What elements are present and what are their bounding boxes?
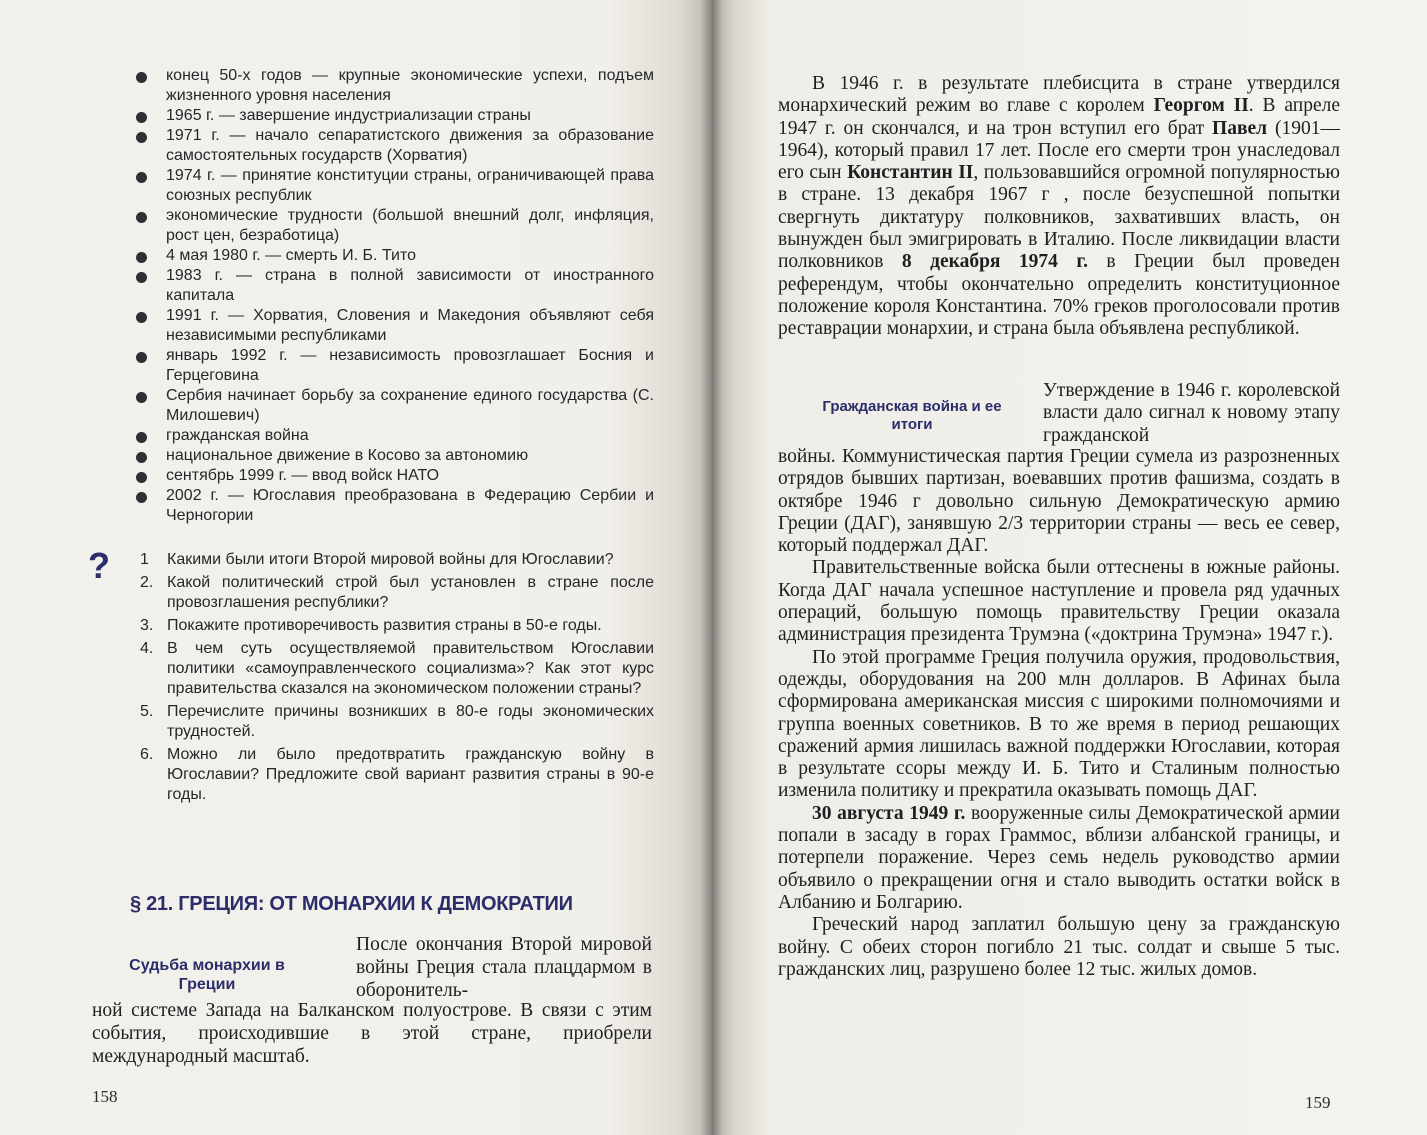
question-number: 6. — [140, 746, 154, 763]
question-number: 4. — [140, 640, 154, 657]
question-number: 1 — [140, 551, 149, 568]
page-number: 158 — [92, 1087, 118, 1106]
question-item — [134, 639, 654, 699]
book-gutter — [700, 0, 722, 1135]
bullet-dot-icon — [136, 492, 147, 503]
list-item: экономические трудности (большой внешний долг, инфляция, рост цен, безработица) — [134, 206, 654, 246]
list-item: сентябрь 1999 г. — ввод войск НАТО — [134, 466, 654, 486]
paragraph-monarchy: В 1946 г. в результате плебисцита в стране утвердился монархический режим во главе с королем Георгом II. В апреле 1947 г. он скончался, и на трон вступил его брат Павел (1901—1964), который правил 17 лет. После его смерти трон унаследовал его сын Константин II, пользовавшийся огромной популярностью в стране. 13 декабря 1967 г , после безуспешной попытки свергнуть диктатуру полковников, захвативших власть, он вынужден был эмигрировать в Италию. После ликвидации власти полковников 8 декабря 1974 г. в Греции был проведен референдум, чтобы окончательно определить конституционное положение короля Константина. 70% греков проголосовали против реставрации монархии, и страна была объявлена республикой. — [778, 73, 1340, 340]
left-page — [0, 0, 712, 1135]
bullet-dot-icon — [136, 212, 147, 223]
bullet-dot-icon — [136, 452, 147, 463]
list-item: 1974 г. — принятие конституции страны, ограничивающей права союзных республик — [134, 166, 654, 206]
paragraph: По этой программе Греция получила оружия, продовольствия, одежды, оборудования на 200 млн долларов. В Афинах была сформирована американская миссия с широкими полномочиями и группа военных советников. В то же время в период решающих сражений армия лишилась важной поддержки Югославии, которая в результате ссоры между И. Б. Тито и Сталиным полностью изменила политику и прекратила оказывать помощь ДАГ. — [778, 646, 1340, 802]
question-text: Можно ли было предотвратить гражданскую войну в Югославии? Предложите свой вариант развития страны в 90-е годы. — [167, 746, 654, 803]
bullet-dot-icon — [136, 472, 147, 483]
page-number: 159 — [1305, 1093, 1331, 1112]
paragraph: Правительственные войска были оттеснены в южные районы. Когда ДАГ начала успешное наступление и провела ряд удачных операций, большую помощь правительству Греции оказала администрация президента Трумэна («доктрина Трумэна» 1947 г.). — [778, 557, 1340, 646]
section-title: § 21. ГРЕЦИЯ: ОТ МОНАРХИИ К ДЕМОКРАТИИ — [130, 893, 573, 915]
question-text: Покажите противоречивость развития страны в 50-е годы. — [167, 617, 602, 634]
list-item: гражданская война — [134, 426, 654, 446]
question-number: 5. — [140, 703, 154, 720]
list-item: 1983 г. — страна в полной зависимости от иностранного капитала — [134, 266, 654, 306]
question-number: 2. — [140, 574, 154, 591]
question-item — [134, 616, 654, 636]
review-questions — [134, 550, 654, 808]
list-item: январь 1992 г. — независимость провозглашает Босния и Герцеговина — [134, 346, 654, 386]
question-text: Какой политический строй был установлен в стране после провозглашения республики? — [167, 574, 654, 611]
list-item: 1991 г. — Хорватия, Словения и Македония объявляют себя независимыми республиками — [134, 306, 654, 346]
bullet-dot-icon — [136, 352, 147, 363]
paragraph: Греческий народ заплатил большую цену за гражданскую войну. С обеих сторон погибло 21 тыс. солдат и свыше 5 тыс. гражданских лиц, разрушено более 12 тыс. жилых домов. — [778, 914, 1340, 980]
side-heading: Судьба монархии в Греции — [129, 957, 285, 993]
bullet-dot-icon — [136, 132, 147, 143]
bullet-dot-icon — [136, 72, 147, 83]
list-item: Сербия начинает борьбу за сохранение единого государства (С. Милошевич) — [134, 386, 654, 426]
question-text: В чем суть осуществляемой правительством Югославии политики «самоуправленческого социализма»? Как этот курс правительства сказался на экономическом положении страны? — [167, 640, 654, 697]
paragraph-wrap: После окончания Второй мировой войны Греция стала плацдармом в оборонитель- — [356, 934, 652, 1001]
question-number: 3. — [140, 617, 154, 634]
chronology-list — [134, 66, 654, 526]
list-item: 1965 г. — завершение индустриализации страны — [134, 106, 654, 126]
paragraph: 30 августа 1949 г. вооруженные силы Демократической армии попали в засаду в горах Граммос, вблизи албанской границы, и потерпели поражение. Через семь недель руководство армии объявило о прекращении огня и стало выводить остатки войск в Албанию и Болгарию. — [778, 802, 1340, 913]
bullet-dot-icon — [136, 252, 147, 263]
bullet-dot-icon — [136, 392, 147, 403]
question-item — [134, 573, 654, 613]
question-text: Какими были итоги Второй мировой войны для Югославии? — [167, 551, 614, 568]
list-item: 2002 г. — Югославия преобразована в Федерацию Сербии и Черногории — [134, 486, 654, 526]
question-text: Перечислите причины возникших в 80-е годы экономических трудностей. — [167, 703, 654, 740]
side-heading: Гражданская война и ее итоги — [822, 398, 1002, 433]
paragraph-continuation: ной системе Запада на Балканском полуострове. В связи с этим события, происходившие в этой стране, приобрели международный масштаб. — [92, 1000, 652, 1067]
question-item — [134, 550, 654, 570]
paragraph-wrap: Утверждение в 1946 г. королевской власти дало сигнал к новому этапу гражданской — [1043, 380, 1340, 446]
bullet-dot-icon — [136, 312, 147, 323]
bullet-dot-icon — [136, 272, 147, 283]
question-item — [134, 745, 654, 805]
list-item: 4 мая 1980 г. — смерть И. Б. Тито — [134, 246, 654, 266]
question-mark-icon: ? — [88, 545, 110, 586]
list-item: национальное движение в Косово за автономию — [134, 446, 654, 466]
list-item: 1971 г. — начало сепаратистского движения за образование самостоятельных государств (Хорватия) — [134, 126, 654, 166]
paragraph-civil-war — [778, 446, 1340, 981]
question-item — [134, 702, 654, 742]
bullet-dot-icon — [136, 172, 147, 183]
list-item: конец 50-х годов — крупные экономические успехи, подъем жизненного уровня населения — [134, 66, 654, 106]
bullet-dot-icon — [136, 112, 147, 123]
bullet-dot-icon — [136, 432, 147, 443]
paragraph: войны. Коммунистическая партия Греции сумела из разрозненных отрядов бывших партизан, воевавших против фашизма, создать в октябре 1946 г довольно сильную Демократическую армию Греции (ДАГ), занявшую 2/3 территории страны — весь ее север, который поддержал ДАГ. — [778, 446, 1340, 557]
